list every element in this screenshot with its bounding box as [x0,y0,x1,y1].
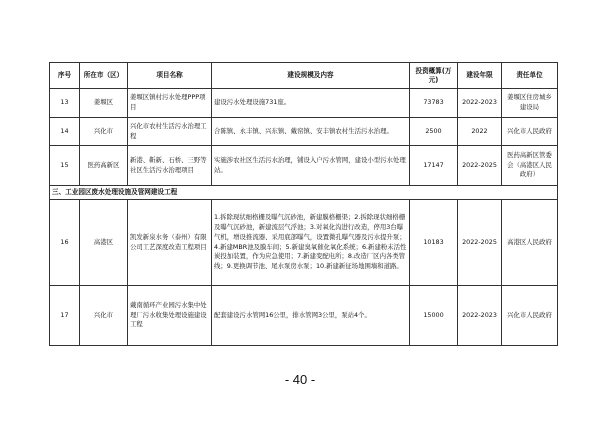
cell-unit: 高港区人民政府 [502,200,558,286]
header-unit: 责任单位 [502,63,558,89]
cell-name: 姜堰区镇村污水处理PPP项目 [128,89,212,118]
header-city: 所在市（区） [80,63,128,89]
cell-seq: 17 [50,286,80,346]
cell-city: 兴化市 [80,286,128,346]
cell-city: 医药高新区 [80,146,128,186]
cell-scope: 1.拆除现状细格栅及曝气沉砂池，新建膜格栅渠；2.拆除现状细格栅及曝气沉砂池，新建流层气浮池；3.对氧化沟进行改造，停用3台曝气机，增设推流器、采用底部曝气，设置微孔曝气器及污水提升泵；4.新建MBR池及膜车间；5.新建臭氧催化氧化系统；6.新建粉末活性炭投加装置，作为应急使用；7.新建变配电所；8.改造厂区内各类管线；9.更换调节池、尾水泵房水泵；10.新建新征场地围墙和道路。 [212,200,410,286]
table-row [50,89,558,118]
header-investment: 投资概算(万元) [410,63,458,89]
cell-name: 戴南循环产业园污水集中处理厂污水收集处理设施建设工程 [128,286,212,346]
cell-investment: 15000 [410,286,458,346]
table-header-row [50,63,558,89]
header-scope: 建设规模及内容 [212,63,410,89]
cell-city: 兴化市 [80,118,128,146]
page-number: - 40 - [284,372,316,387]
cell-period: 2022-2023 [458,286,502,346]
cell-period: 2022-2023 [458,89,502,118]
header-period: 建设年限 [458,63,502,89]
cell-scope: 合陈镇、永丰镇、兴东镇、戴窑镇、安丰镇农村生活污水治理。 [212,118,410,146]
cell-scope: 实施涉农社区生活污水治理，铺设入户污水管网，建设小型污水处理站。 [212,146,410,186]
cell-scope: 配套建设污水管网16公里，排水管网3公里，泵站4个。 [212,286,410,346]
section-row [50,186,558,200]
cell-investment: 2500 [410,118,458,146]
cell-city: 高港区 [80,200,128,286]
cell-city: 姜堰区 [80,89,128,118]
cell-scope: 建设污水处理设施731座。 [212,89,410,118]
cell-unit: 医药高新区管委会（高港区人民政府） [502,146,558,186]
cell-unit: 兴化市人民政府 [502,118,558,146]
header-name: 项目名称 [128,63,212,89]
table-row [50,146,558,186]
cell-unit: 兴化市人民政府 [502,286,558,346]
cell-name: 兴化市农村生活污水治理工程 [128,118,212,146]
table-row [50,286,558,346]
cell-investment: 73783 [410,89,458,118]
cell-period: 2022-2025 [458,200,502,286]
project-table [49,62,558,346]
header-seq: 序号 [50,63,80,89]
cell-unit: 姜堰区住房城乡建设局 [502,89,558,118]
cell-period: 2022 [458,118,502,146]
cell-seq: 16 [50,200,80,286]
cell-name: 凯发新泉水务（泰州）有限公司工艺深度改造工程项目 [128,200,212,286]
cell-investment: 10183 [410,200,458,286]
cell-seq: 14 [50,118,80,146]
cell-name: 新港、靳新、石桥、三野等社区生活污水治理项目 [128,146,212,186]
cell-period: 2022-2025 [458,146,502,186]
cell-seq: 13 [50,89,80,118]
cell-seq: 15 [50,146,80,186]
section-title: 三、工业园区废水处理设施及管网建设工程 [50,186,558,200]
table-row [50,200,558,286]
cell-investment: 17147 [410,146,458,186]
table-row [50,118,558,146]
